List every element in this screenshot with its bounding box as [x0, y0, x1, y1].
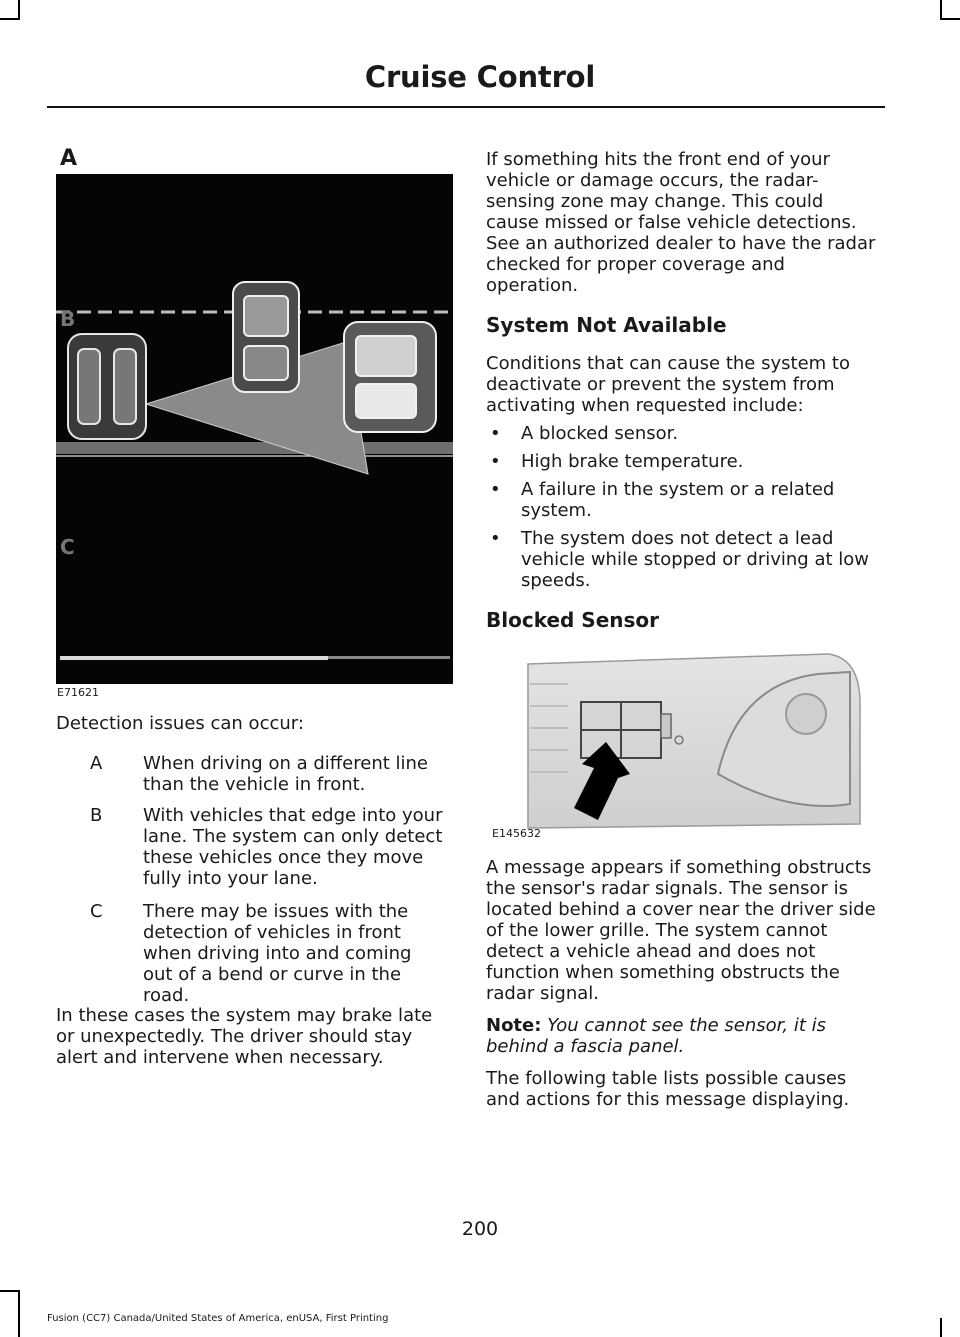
def-letter: C — [90, 901, 103, 922]
figure-code: E71621 — [57, 686, 99, 699]
def-letter: B — [90, 805, 103, 826]
page-number: 200 — [461, 1218, 499, 1240]
obstruction-paragraph: A message appears if something obstructs the sensor's radar signals. The sensor is located behind a cover near the driver side of the lower grille. The system cannot detect a vehicle ahead and does not function when something obstructs the radar signal. — [486, 857, 876, 1004]
crop-mark — [0, 1290, 20, 1292]
section-heading: Blocked Sensor — [486, 608, 660, 632]
figure-label-c: C — [60, 535, 75, 559]
damage-paragraph: If something hits the front end of your vehicle or damage occurs, the radar-sensing zone may change. This could cause missed or false vehicle detections. See an authorized dealer to have the radar checked for proper coverage and operation. — [486, 149, 876, 296]
crop-mark — [18, 1290, 20, 1337]
intro-text: Detection issues can occur: — [56, 713, 304, 734]
bullet-icon: • — [490, 451, 501, 472]
page-title: Cruise Control — [364, 60, 596, 94]
detection-issues-figure — [56, 174, 453, 684]
crop-mark — [940, 1318, 942, 1337]
detection-illustration — [56, 174, 453, 684]
bullet-icon: • — [490, 528, 501, 549]
bullet-icon: • — [490, 479, 501, 500]
list-item: A blocked sensor. — [521, 423, 679, 444]
note-text: You cannot see the sensor, it is behind a fascia panel. — [486, 1015, 826, 1057]
figure-label-b: B — [60, 307, 76, 331]
conditions-paragraph: Conditions that can cause the system to deactivate or prevent the system from activating when requested include: — [486, 353, 850, 416]
section-heading: System Not Available — [486, 313, 727, 337]
table-intro-paragraph: The following table lists possible causes and actions for this message displaying. — [486, 1068, 850, 1110]
list-item: High brake temperature. — [521, 451, 744, 472]
bullet-icon: • — [490, 423, 501, 444]
note-label: Note: — [486, 1015, 542, 1036]
crop-mark — [940, 18, 960, 20]
header-rule — [47, 106, 885, 108]
footer-text: Fusion (CC7) Canada/United States of America, enUSA, First Printing — [47, 1313, 389, 1324]
crop-mark — [0, 18, 20, 20]
def-text: With vehicles that edge into your lane. The system can only detect these vehicles once they move fully into your lane. — [143, 805, 443, 889]
crop-mark — [940, 0, 942, 20]
figure-label-a: A — [60, 146, 78, 171]
sensor-location-figure — [488, 644, 884, 844]
crop-mark — [18, 0, 20, 20]
closing-paragraph: In these cases the system may brake late or unexpectedly. The driver should stay alert and intervene when necessary. — [56, 1005, 433, 1068]
def-letter: A — [90, 753, 103, 774]
list-item: The system does not detect a lead vehicle while stopped or driving at low speeds. — [521, 528, 869, 591]
figure-code: E145632 — [492, 827, 541, 840]
list-item: A failure in the system or a related system. — [521, 479, 835, 521]
note-paragraph — [486, 1015, 881, 1057]
sensor-illustration — [488, 644, 884, 844]
def-text: There may be issues with the detection of vehicles in front when driving into and coming out of a bend or curve in the road. — [143, 901, 412, 1006]
def-text: When driving on a different line than the vehicle in front. — [143, 753, 428, 795]
